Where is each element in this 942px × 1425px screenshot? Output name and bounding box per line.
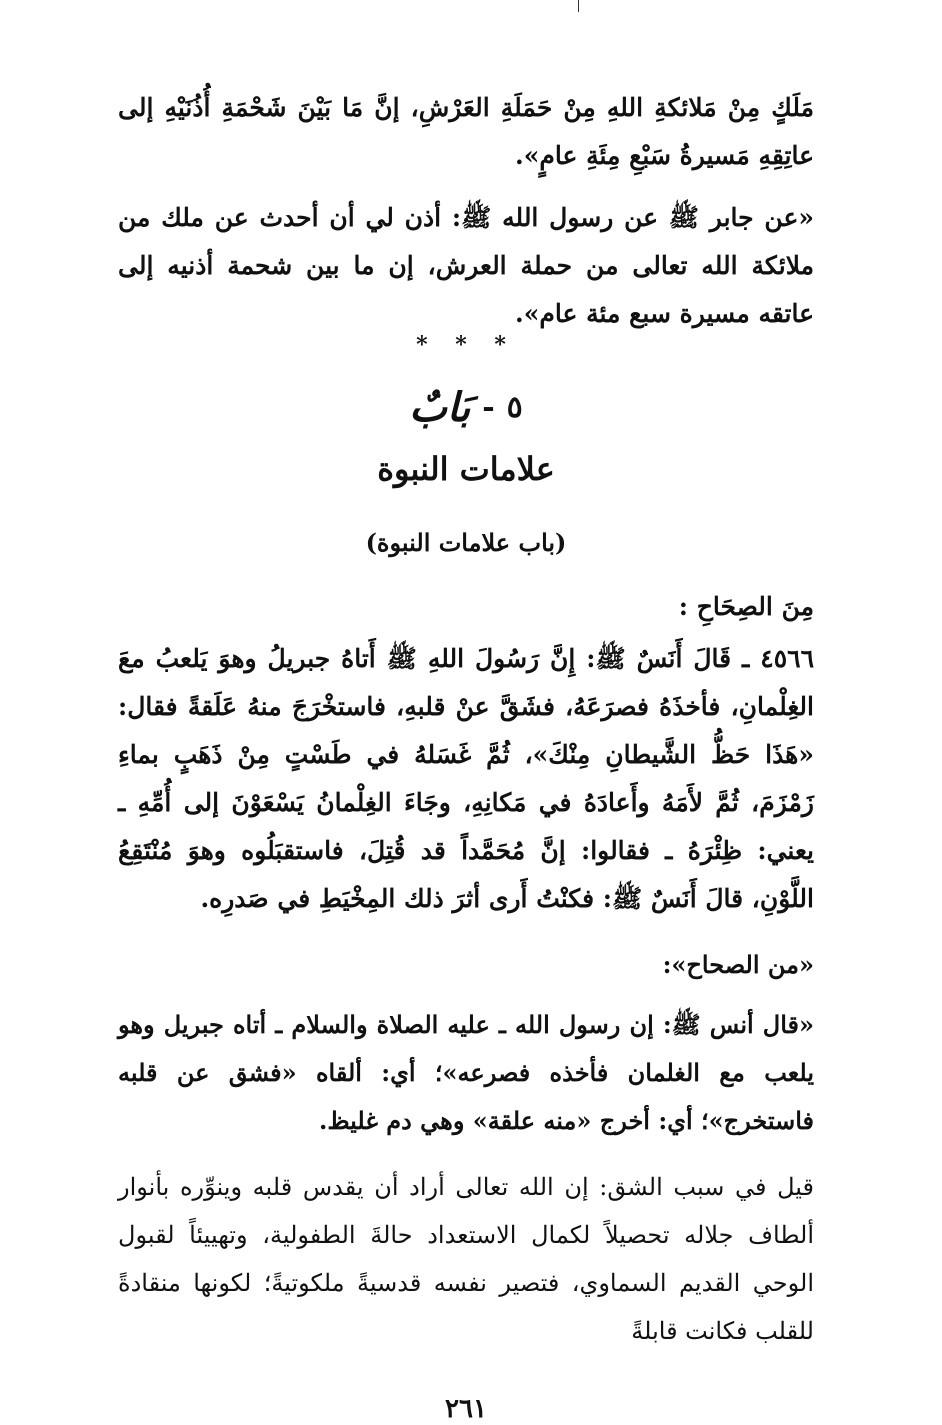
- chapter-subtitle: (باب علامات النبوة): [365, 528, 567, 557]
- chapter-dash: -: [482, 390, 495, 425]
- commentary-paragraph-3: قيل في سبب الشق: إن الله تعالى أراد أن يقدس قلبه وينوِّره بأنوار ألطاف جلاله تحصيلاً لكمال الاستعداد حالةَ الطفولية، وتهييئاً لقبول الوحي القديم السماوي، فتصير نفسه قدسيةً ملكوتيةً؛ لكونها منقادةً للقلب فكانت قابلةً: [118, 1173, 814, 1345]
- commentary-source-label: «من الصحاح»:: [662, 950, 814, 979]
- section-separator: * * *: [416, 332, 516, 358]
- commentary-paragraph-2: «قال أنس ﷺ: إن رسول الله ـ عليه الصلاة والسلام ـ أتاه جبريل وهو يلعب مع الغلمان فأخذه فصرعه»؛ أي: ألقاه «فشق عن قلبه فاستخرج»؛ أي: أخرج «منه علقة» وهي دم غليظ.: [118, 1010, 814, 1135]
- commentary-paragraph: «عن جابر ﷺ عن رسول الله ﷺ: أذن لي أن أحدث عن ملك من ملائكة الله تعالى من حملة العرش، إن ما بين شحمة أذنيه إلى عاتقه مسيرة سبع مئة عام».: [118, 203, 814, 328]
- chapter-number: ٥: [506, 390, 523, 425]
- hadith-continuation: مَلَكٍ مِنْ مَلائكةِ اللهِ مِنْ حَمَلَةِ العَرْشِ، إنَّ مَا بَيْنَ شَحْمَةِ أُذُنَيْهِ إلى عاتِقِهِ مَسيرةُ سَبْعِ مِئَةِ عامٍ».: [118, 93, 814, 170]
- source-heading: مِنَ الصِحَاحِ :: [678, 592, 814, 621]
- chapter-title: علامات النبوة: [377, 450, 555, 488]
- scan-mark: [578, 0, 579, 12]
- chapter-bab-word: بَابٌ: [409, 384, 471, 431]
- hadith-4566: ٤٥٦٦ ـ قَالَ أَنَسٌ ﷺ: إِنَّ رَسُولَ اللهِ ﷺ أَتاهُ جبريلُ وهوَ يَلعبُ معَ الغِلْمانِ، فأخذَهُ فصرَعَهُ، فشَقَّ عنْ قلبهِ، فاستخْرَجَ منهُ عَلَقةً فقال: «هَذَا حَظُّ الشَّيطانِ مِنْكَ»، ثُمَّ غَسَلهُ في طَسْتٍ مِنْ ذَهَبٍ بماءِ زَمْزَمَ، ثُمَّ لأَمَهُ وأَعادَهُ في مَكانِهِ، وجَاءَ الغِلْمانُ يَسْعَوْنَ إلى أُمِّهِ ـ يعني: ظِئْرَهُ ـ فقالوا: إنَّ مُحَمَّداً قد قُتِلَ، فاستقبَلُوه وهوَ مُنْتَقِعُ اللَّوْنِ، قالَ أَنَسٌ ﷺ: فكنْتُ أَرى أثرَ ذلك المِخْيَطِ في صَدرِه.: [118, 644, 814, 913]
- page-number: ٢٦١: [445, 1394, 487, 1424]
- chapter-heading: [118, 384, 814, 431]
